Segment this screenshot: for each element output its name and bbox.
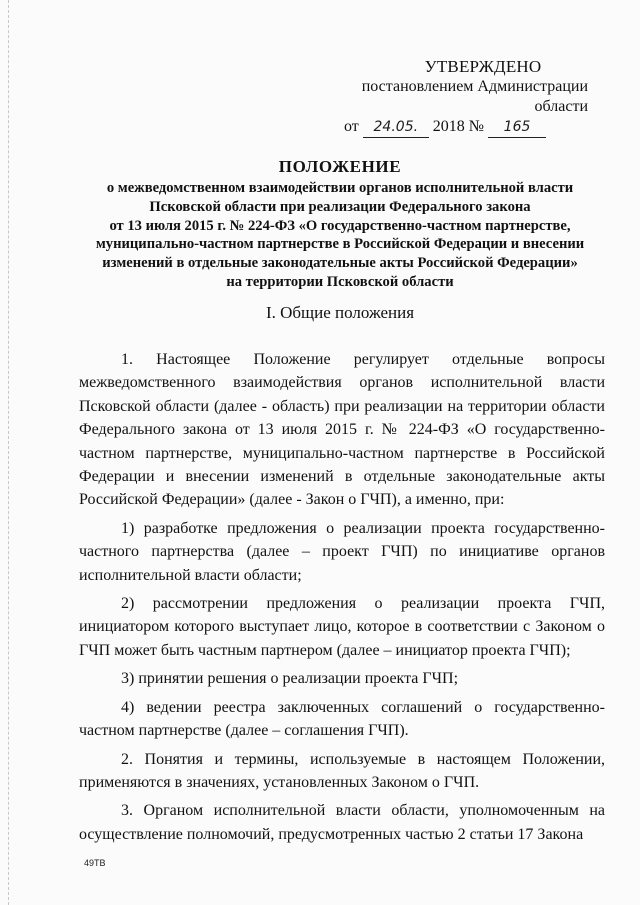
approval-title: УТВЕРЖДЕНО — [424, 57, 542, 76]
approval-date-line — [316, 117, 588, 138]
handwritten-number: 165 — [488, 117, 546, 138]
approval-issuer: постановлением Администрации области — [361, 78, 588, 115]
handwritten-date: 24.05. — [363, 117, 429, 138]
approval-from-label: от — [344, 118, 359, 135]
subtitle-line: от 13 июля 2015 г. № 224-ФЗ «О государственно-частном партнерстве, — [109, 217, 571, 234]
subtitle-line: изменений в отдельные законодательные акты Российской Федерации» — [102, 255, 578, 272]
document-title: ПОЛОЖЕНИЕ — [278, 157, 402, 176]
subtitle-line: на территории Псковской области — [226, 273, 454, 290]
footer-code: 49ТВ — [84, 858, 106, 868]
document-body — [79, 348, 605, 846]
document-subtitle — [72, 179, 608, 292]
paragraph: 1) разработке предложения о реализации проекта государственно-частного партнерства (далее – проект ГЧП) по инициативе органов исполнительной власти области; — [79, 519, 605, 584]
paragraph: 4) ведении реестра заключенных соглашений о государственно-частном партнерстве (далее – соглашения ГЧП). — [79, 698, 605, 740]
paragraph: 3) принятии решения о реализации проекта ГЧП; — [121, 670, 459, 688]
paragraph: 1. Настоящее Положение регулирует отдельные вопросы межведомственного взаимодействия органов исполнительной власти Псковской области (далее - область) при реализации на территории области Федерального закона от 13 июля 2015 г. № 224-ФЗ «О государственно-частном партнерстве, муниципально-частном партнерстве в Российской Федерации и внесении изменений в отдельные законодательные акты Российской Федерации» (далее - Закон о ГЧП), а именно, при: — [79, 351, 605, 509]
section-title: I. Общие положения — [265, 303, 415, 322]
paragraph: 3. Органом исполнительной власти области, уполномоченным на осуществление полномочий, предусмотренных частью 2 статьи 17 Закона — [79, 802, 605, 843]
subtitle-line: муниципально-частном партнерстве в Российской Федерации и внесении — [95, 236, 585, 253]
paragraph: 2) рассмотрении предложения о реализации проекта ГЧП, инициатором которого выступает лицо, которое в соответствии с Законом о ГЧП может быть частным партнером (далее – инициатор проекта ГЧП); — [79, 595, 605, 659]
document-heading — [72, 157, 608, 292]
approval-block — [316, 57, 588, 138]
paragraph: 2. Понятия и термины, используемые в настоящем Положении, применяются в значениях, установленных Законом о ГЧП. — [79, 750, 605, 791]
approval-year: 2018 № — [432, 118, 485, 135]
scan-edge — [0, 0, 9, 905]
subtitle-line: о межведомственном взаимодействии органов исполнительной власти — [106, 180, 574, 196]
subtitle-line: Псковской области при реализации Федерального закона — [149, 198, 531, 215]
